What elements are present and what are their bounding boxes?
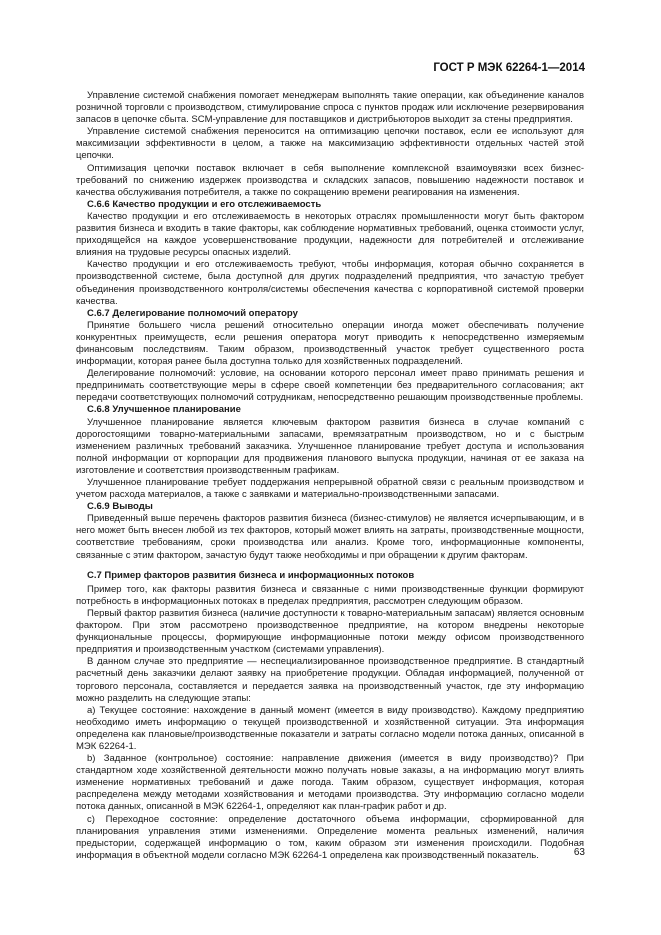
section-heading: С.6.7 Делегирование полномочий оператору [87, 307, 298, 319]
paragraph: Приведенный выше перечень факторов развития бизнеса (бизнес-стимулов) не является исчерпывающим, и в него может быть внесен любой из тех факторов, который может влиять на затраты, производственные мощности, соответствие требованиям, сроки производства или анализ. Кроме того, информационные компоненты, связанные с этим фактором, зачастую будут также необходимы и при обращении к другим факторам. [76, 513, 584, 561]
paragraph: Оптимизация цепочки поставок включает в себя выполнение комплексной взаимоувязки всех бизнес-требований по снижению издержек производства и складских запасов, повышению надежности поставок и качества обслуживания потребителя, а также по сокращению времени реагирования на изменения. [76, 162, 584, 198]
section-heading: С.6.9 Выводы [87, 501, 153, 513]
paragraph: Качество продукции и его отслеживаемость требуют, чтобы информация, которая обычно сохраняется в производственной системе, была доступной для других подразделений предприятия, что зачастую требует объединения производственного контроля/системы обеспечения качества с корпоративной системой проверки качества. [76, 259, 584, 307]
paragraph: Управление системой снабжения переносится на оптимизацию цепочки поставок, если ее используют для максимизации эффективности в целом, а также на максимизацию эффективности отдельных частей этой цепочки. [76, 126, 584, 162]
paragraph: Пример того, как факторы развития бизнеса и связанные с ними производственные функции формируют потребность в информационных потоках в пределах предприятия, рассмотрен следующим образом. [76, 583, 584, 607]
paragraph: b) Заданное (контрольное) состояние: направление движения (имеется в виду производство)? При стандартном ходе хозяйственной деятельности можно получать новые заказы, а на информацию могут влиять изменение нормативных требований и даже погода. Таким образом, существует информация, которая распределена между методами хозяйствования и методами производства. Эту информацию согласно модели потока данных, описанной в МЭК 62264-1, определяют как план-график работ и др. [76, 753, 584, 813]
paragraph: Управление системой снабжения помогает менеджерам выполнять такие операции, как объединение канaлов розничной торговли с производством, стимулирование спроса с пунктов продаж или исключение резервирования запасов в цепочке сбыта. SCM-управление для поставщиков и дистрибьюторов выходит за стены предприятия. [76, 90, 584, 126]
major-heading: С.7 Пример факторов развития бизнеса и информационных потоков [87, 569, 415, 581]
section-heading: С.6.6 Качество продукции и его отслеживаемость [87, 198, 322, 210]
paragraph: Делегирование полномочий: условие, на основании которого персонал имеет право принимать решения и предпринимать соответствующие меры в сфере своей компетенции без предварительного согласования; акт передачи соответствующих полномочий сотрудникам, непосредственно решающим производственные проблемы. [76, 368, 584, 404]
section-heading: С.6.8 Улучшенное планирование [87, 404, 241, 416]
document-header: ГОСТ Р МЭК 62264-1—2014 [433, 62, 585, 74]
paragraph: Улучшенное планирование требует поддержания непрерывной обратной связи с реальным производством и учетом расхода материалов, а также с заявками и материально-производственными запасами. [76, 477, 584, 501]
paragraph: Первый фактор развития бизнеса (наличие доступности к товарно-материальным запасам) является основным фактором. При этом рассмотрено производственное предприятие, на котором внедрены некоторые функциональные процессы, формирующие информационные потоки между офисом производственного предприятия и производственным участком (системами управления). [76, 607, 584, 656]
paragraph: c) Переходное состояние: определение достаточного объема информации, сформированной для планирования управления этими изменениями. Определение момента реальных изменений, наличия предыстории, содержащей информацию о том, каким образом эти изменения происходили. Подобная информация в объектной модели согласно МЭК 62264-1 определена как производственный показатель. [76, 813, 584, 861]
document-body [76, 90, 584, 862]
paragraph: Улучшенное планирование является ключевым фактором развития бизнеса в случае компаний с дорогостоящими товарно-материальными запасами, времязатратным производством, но и с быстрым изменением различных требований заказчика. Улучшенное планирование требует доступа и использования полной информации от корпорации для продвижения планового выпуска продукции, начиная от ее заказа на изготовление и соответствия производственным графикам. [76, 416, 584, 476]
paragraph: a) Текущее состояние: нахождение в данный момент (имеется в виду производство). Каждому предприятию необходимо иметь информацию о текущей производственной и хозяйственной ситуации. Эта информация определена как плановые/производственные показатели и затраты согласно модели потока данных, описанной в МЭК 62264-1. [76, 704, 584, 752]
paragraph: Принятие большего числа решений относительно операции иногда может обеспечивать получение конкурентных преимуществ, если решения оператора могут приводить к непосредственно измеряемым финансовым последствиям. Таким образом, производственный участок требует существенного роста информации, которая ранее была доступна только для хозяйственных подразделений. [76, 319, 584, 368]
paragraph: В данном случае это предприятие — неспециализированное производственное предприятие. В стандартный расчетный день заказчики делают заявку на приобретение продукции. Обладая информацией, полученной от торгового персонала, составляется и передается заявка на производственный участок, где эту информацию можно разделить на следующие этапы: [76, 656, 584, 704]
page-number: 63 [573, 847, 585, 858]
paragraph: Качество продукции и его отслеживаемость в некоторых отраслях промышленности могут быть фактором развития бизнеса и входить в такие факторы, как соблюдение нормативных требований, оценка стоимости услуг, приходящейся на каждое усовершенствование продукции, надежности для потребителей и отслеживание влияния на трудовые ресурсы опасных изделий. [76, 210, 584, 259]
